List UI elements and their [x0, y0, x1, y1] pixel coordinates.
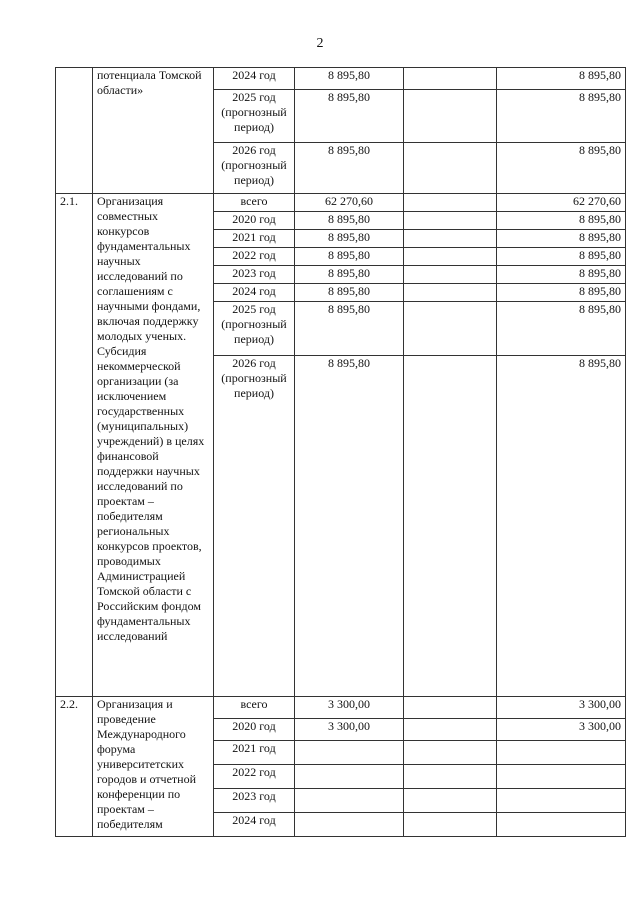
total-cell: 8 895,80: [295, 284, 404, 302]
total-cell: 8 895,80: [295, 68, 404, 90]
total-cell: 3 300,00: [295, 719, 404, 741]
table-row: [56, 68, 626, 90]
total-cell: [295, 765, 404, 789]
regional-cell: 8 895,80: [497, 284, 626, 302]
item-number: [56, 68, 93, 194]
federal-cell: [404, 789, 497, 813]
item-name: потенциала Томской области»: [93, 68, 214, 194]
total-cell: 3 300,00: [295, 697, 404, 719]
regional-cell: [497, 789, 626, 813]
total-cell: [295, 741, 404, 765]
regional-cell: 8 895,80: [497, 68, 626, 90]
item-number: 2.2.: [56, 697, 93, 837]
regional-cell: 62 270,60: [497, 194, 626, 212]
total-cell: 8 895,80: [295, 143, 404, 194]
table-row: [56, 697, 626, 719]
total-cell: 8 895,80: [295, 302, 404, 356]
total-cell: [295, 813, 404, 837]
year-cell: 2026 год (прогнозный период): [214, 356, 295, 697]
total-cell: 8 895,80: [295, 356, 404, 697]
regional-cell: [497, 813, 626, 837]
total-cell: 8 895,80: [295, 266, 404, 284]
federal-cell: [404, 212, 497, 230]
regional-cell: 8 895,80: [497, 248, 626, 266]
year-cell: 2024 год: [214, 813, 295, 837]
year-cell: 2024 год: [214, 68, 295, 90]
year-cell: 2020 год: [214, 719, 295, 741]
regional-cell: 8 895,80: [497, 90, 626, 143]
total-cell: [295, 789, 404, 813]
year-cell: 2026 год (прогнозный период): [214, 143, 295, 194]
year-cell: 2023 год: [214, 789, 295, 813]
federal-cell: [404, 741, 497, 765]
federal-cell: [404, 302, 497, 356]
federal-cell: [404, 266, 497, 284]
federal-cell: [404, 194, 497, 212]
regional-cell: 8 895,80: [497, 356, 626, 697]
federal-cell: [404, 284, 497, 302]
total-cell: 62 270,60: [295, 194, 404, 212]
regional-cell: [497, 741, 626, 765]
federal-cell: [404, 356, 497, 697]
federal-cell: [404, 143, 497, 194]
regional-cell: 8 895,80: [497, 266, 626, 284]
total-cell: 8 895,80: [295, 230, 404, 248]
year-cell: всего: [214, 697, 295, 719]
year-cell: 2022 год: [214, 248, 295, 266]
year-cell: 2021 год: [214, 230, 295, 248]
federal-cell: [404, 697, 497, 719]
total-cell: 8 895,80: [295, 212, 404, 230]
federal-cell: [404, 68, 497, 90]
year-cell: всего: [214, 194, 295, 212]
federal-cell: [404, 765, 497, 789]
item-number: 2.1.: [56, 194, 93, 697]
federal-cell: [404, 719, 497, 741]
regional-cell: 8 895,80: [497, 212, 626, 230]
regional-cell: 8 895,80: [497, 302, 626, 356]
year-cell: 2022 год: [214, 765, 295, 789]
federal-cell: [404, 248, 497, 266]
year-cell: 2025 год (прогнозный период): [214, 302, 295, 356]
year-cell: 2025 год (прогнозный период): [214, 90, 295, 143]
regional-cell: 3 300,00: [497, 719, 626, 741]
year-cell: 2021 год: [214, 741, 295, 765]
year-cell: 2020 год: [214, 212, 295, 230]
budget-table: [55, 67, 626, 837]
year-cell: 2023 год: [214, 266, 295, 284]
total-cell: 8 895,80: [295, 248, 404, 266]
regional-cell: 8 895,80: [497, 230, 626, 248]
table-row: [56, 194, 626, 212]
regional-cell: 8 895,80: [497, 143, 626, 194]
budget-table-body: [56, 68, 626, 837]
regional-cell: [497, 765, 626, 789]
year-cell: 2024 год: [214, 284, 295, 302]
federal-cell: [404, 90, 497, 143]
page-number: 2: [316, 36, 324, 51]
federal-cell: [404, 813, 497, 837]
federal-cell: [404, 230, 497, 248]
item-name: Организация и проведение Международного форума университетских городов и отчетной конференции по проектам – победителям: [93, 697, 214, 837]
item-name: Организация совместных конкурсов фундаментальных научных исследований по соглашениям с научными фондами, включая поддержку молодых ученых. Субсидия некоммерческой организации (за исключением государственных (муниципальных) учреждений) в целях финансовой поддержки научных исследований по проектам – победителям региональных конкурсов проектов, проводимых Администрацией Томской области с Российским фондом фундаментальных исследований: [93, 194, 214, 697]
regional-cell: 3 300,00: [497, 697, 626, 719]
total-cell: 8 895,80: [295, 90, 404, 143]
